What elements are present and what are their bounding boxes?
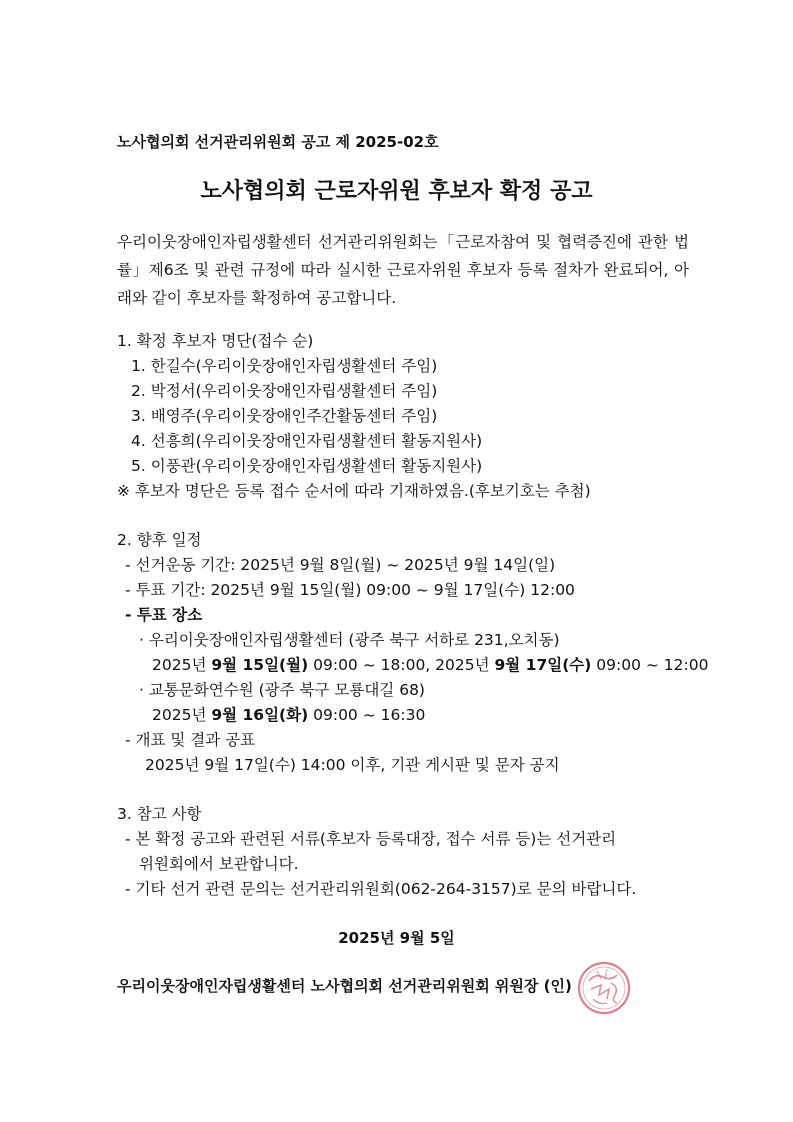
reference-item-1-cont: 위원회에서 보관합니다. [139, 855, 299, 873]
candidate-item: 3. 배영주(우리이웃장애인주간활동센터 주임) [131, 407, 438, 425]
announcement-date: 2025년 9월 5일 [338, 929, 455, 947]
section1-heading: 1. 확정 후보자 명단(접수 순) [117, 332, 314, 350]
document-title: 노사협의회 근로자위원 후보자 확정 공고 [200, 179, 593, 204]
signature-line: 우리이웃장애인자립생활센터 노사협의회 선거관리위원회 위원장 (인) [117, 977, 572, 995]
reference-item-2: - 기타 선거 관련 문의는 선거관리위원회(062-264-3157)로 문의 바랍니다. [125, 880, 637, 898]
official-seal-stamp [577, 961, 631, 1015]
reference-item-1: - 본 확정 공고와 관련된 서류(후보자 등록대장, 접수 서류 등)는 선거관리 [125, 830, 617, 848]
voting-place-2: · 교통문화연수원 (광주 북구 모룡대길 68) [139, 681, 425, 699]
results-heading: - 개표 및 결과 공표 [125, 731, 256, 749]
document-number: 노사협의회 선거관리위원회 공고 제 2025-02호 [117, 133, 439, 151]
candidate-item: 1. 한길수(우리이웃장애인자립생활센터 주임) [131, 357, 438, 375]
voting-place-1: · 우리이웃장애인자립생활센터 (광주 북구 서하로 231,오치동) [139, 631, 560, 649]
voting-period: - 투표 기간: 2025년 9월 15일(월) 09:00 ~ 9월 17일(수) 12:00 [125, 581, 575, 599]
candidate-item: 5. 이풍관(우리이웃장애인자립생활센터 활동지원사) [131, 457, 483, 475]
results-detail: 2025년 9월 17일(수) 14:00 이후, 기관 게시판 및 문자 공지 [145, 756, 560, 774]
intro-paragraph: 우리이웃장애인자립생활센터 선거관리위원회는「근로자참여 및 협력증진에 관한 법률」제6조 및 관련 규정에 따라 실시한 근로자위원 후보자 등록 절차가 완료되어, 아래와 같이 후보자를 확정하여 공고합니다. [117, 233, 689, 307]
voting-place-heading: - 투표 장소 [125, 606, 203, 624]
voting-place-1-time: 2025년 9월 15일(월) 09:00 ~ 18:00, 2025년 9월 17일(수) 09:00 ~ 12:00 [152, 656, 709, 674]
candidate-item: 4. 선흥희(우리이웃장애인자립생활센터 활동지원사) [131, 432, 483, 450]
section3-heading: 3. 참고 사항 [117, 805, 202, 823]
campaign-period: - 선거운동 기간: 2025년 9월 8일(월) ~ 2025년 9월 14일(일) [125, 556, 556, 574]
candidate-note: ※ 후보자 명단은 등록 접수 순서에 따라 기재하였음.(후보기호는 추첨) [117, 482, 591, 500]
candidate-item: 2. 박정서(우리이웃장애인자립생활센터 주임) [131, 382, 438, 400]
section2-heading: 2. 향후 일정 [117, 531, 202, 549]
voting-place-2-time: 2025년 9월 16일(화) 09:00 ~ 16:30 [152, 706, 426, 724]
